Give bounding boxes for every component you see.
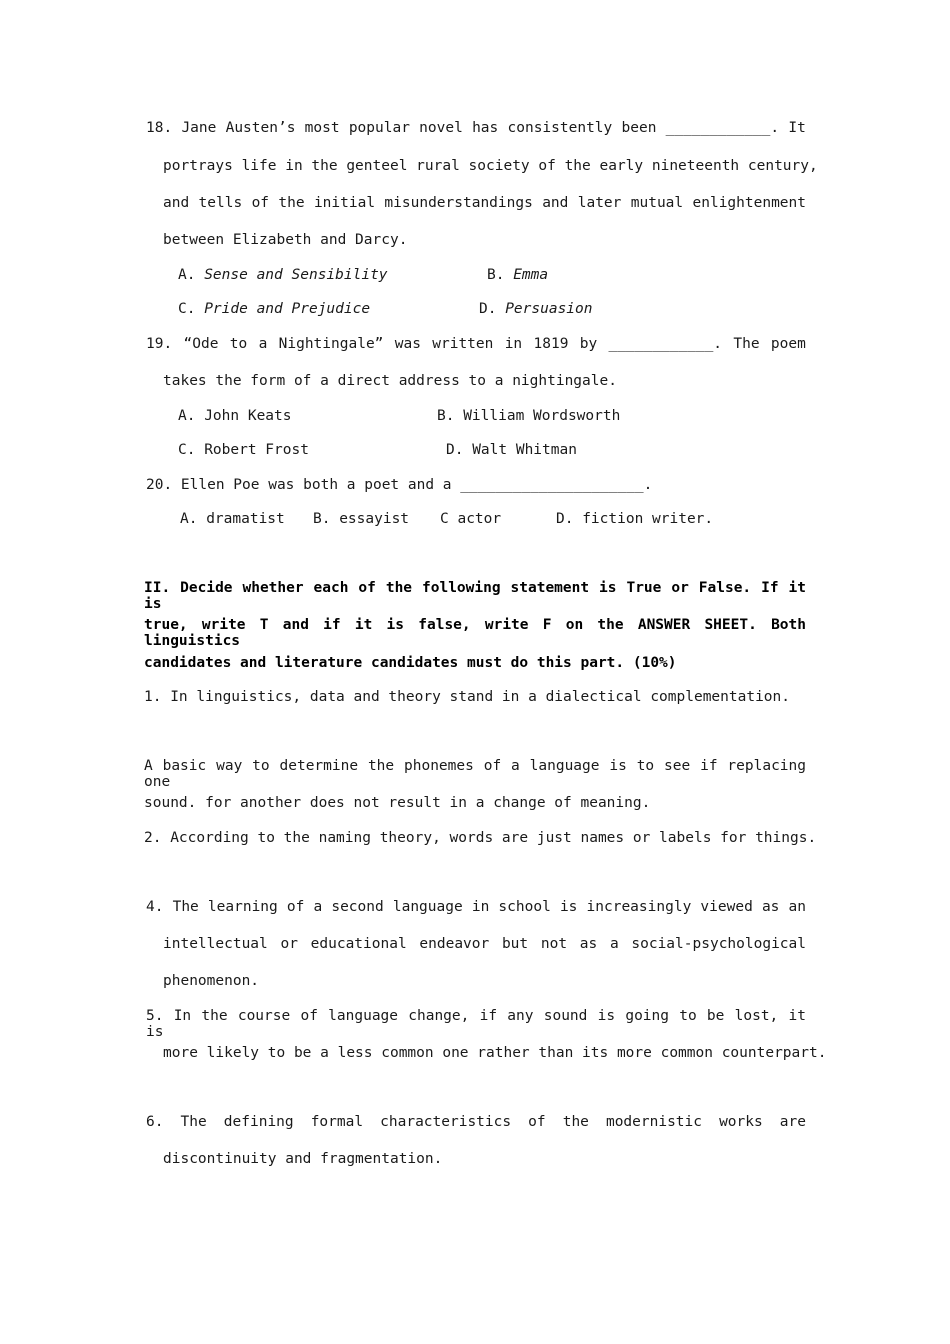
q18-word: Austen’s bbox=[225, 120, 296, 136]
q18-option-d-letter: D. bbox=[479, 301, 497, 317]
q19-word: “Ode bbox=[183, 336, 219, 352]
q19-word: in bbox=[504, 336, 523, 352]
q18-option-d-text: Persuasion bbox=[505, 301, 593, 317]
q19-word: ____________. bbox=[608, 336, 723, 352]
section-2-heading-line-3: candidates and literature candidates must do this part. (10%) bbox=[144, 655, 677, 671]
section-2-heading-line-1: II. Decide whether each of the following statement is True or False. If it is bbox=[144, 580, 806, 612]
q20-option-b: B. essayist bbox=[313, 511, 410, 527]
q19-option-d: D. Walt Whitman bbox=[446, 442, 577, 458]
q18-option-c-letter: C. bbox=[178, 301, 196, 317]
q18-text-2: portrays life in the genteel rural society of the early nineteenth century, bbox=[163, 158, 818, 174]
q18-line-1 bbox=[146, 120, 806, 136]
q19-word: 1819 bbox=[533, 336, 569, 352]
q18-word: consistently bbox=[507, 120, 613, 136]
q18-number: 18. bbox=[146, 120, 173, 136]
q18-word: Jane bbox=[181, 120, 217, 136]
q19-word: to bbox=[229, 336, 248, 352]
q18-line-4: between Elizabeth and Darcy. bbox=[163, 232, 408, 248]
q18-option-b bbox=[487, 267, 548, 283]
tf-phoneme-line-2: sound. for another does not result in a change of meaning. bbox=[144, 795, 651, 811]
q18-option-b-text: Emma bbox=[513, 267, 549, 283]
tf-statement-4-line-2: intellectual or educational endeavor but not as a social-psychological bbox=[163, 936, 806, 952]
q20-option-c: C actor bbox=[440, 511, 502, 527]
q20-line-1: 20. Ellen Poe was both a poet and a _____________________. bbox=[146, 477, 653, 493]
q18-option-c bbox=[178, 301, 370, 317]
q18-line-3: and tells of the initial misunderstandings and later mutual enlightenment bbox=[163, 195, 806, 211]
tf-statement-1: 1. In linguistics, data and theory stand in a dialectical complementation. bbox=[144, 689, 791, 705]
tf-statement-6-line-2: discontinuity and fragmentation. bbox=[163, 1151, 443, 1167]
q18-word: popular bbox=[348, 120, 410, 136]
q19-option-c: C. Robert Frost bbox=[178, 442, 309, 458]
section-2-heading-line-2: true, write T and if it is false, write F on the ANSWER SHEET. Both linguistics bbox=[144, 617, 806, 649]
q18-option-c-text: Pride and Prejudice bbox=[204, 301, 371, 317]
q18-option-a-letter: A. bbox=[178, 267, 196, 283]
tf-statement-4-line-3: phenomenon. bbox=[163, 973, 260, 989]
q19-option-b: B. William Wordsworth bbox=[437, 408, 621, 424]
tf-phoneme-line-1: A basic way to determine the phonemes of a language is to see if replacing one bbox=[144, 758, 806, 790]
q18-option-a-text: Sense and Sensibility bbox=[204, 267, 388, 283]
q19-word: by bbox=[579, 336, 598, 352]
q19-word: a bbox=[258, 336, 268, 352]
q18-line-2 bbox=[163, 158, 818, 174]
q19-word: poem bbox=[770, 336, 806, 352]
q19-option-a: A. John Keats bbox=[178, 408, 292, 424]
q18-word: has bbox=[472, 120, 499, 136]
tf-statement-4-line-1: 4. The learning of a second language in school is increasingly viewed as an bbox=[146, 899, 806, 915]
q18-word: most bbox=[304, 120, 340, 136]
q18-option-a bbox=[178, 267, 388, 283]
q18-option-d bbox=[479, 301, 593, 317]
q19-word: written bbox=[432, 336, 494, 352]
q20-option-a: A. dramatist bbox=[180, 511, 285, 527]
tf-statement-6-line-1: 6. The defining formal characteristics of the modernistic works are bbox=[146, 1114, 806, 1130]
q18-word: It bbox=[788, 120, 806, 136]
q18-word: novel bbox=[419, 120, 463, 136]
q19-number: 19. bbox=[146, 336, 173, 352]
q18-word: been bbox=[621, 120, 657, 136]
q19-word: The bbox=[733, 336, 760, 352]
q19-line-2: takes the form of a direct address to a nightingale. bbox=[163, 373, 617, 389]
q18-option-b-letter: B. bbox=[487, 267, 505, 283]
tf-statement-2: 2. According to the naming theory, words are just names or labels for things. bbox=[144, 830, 817, 846]
tf-statement-5-line-2: more likely to be a less common one rather than its more common counterpart. bbox=[163, 1045, 827, 1061]
q19-word: Nightingale” bbox=[278, 336, 384, 352]
q19-word: was bbox=[394, 336, 421, 352]
q20-option-d: D. fiction writer. bbox=[556, 511, 714, 527]
tf-statement-5-line-1: 5. In the course of language change, if any sound is going to be lost, it is bbox=[146, 1008, 806, 1040]
q19-line-1 bbox=[146, 336, 806, 352]
q18-word: ____________. bbox=[665, 120, 780, 136]
